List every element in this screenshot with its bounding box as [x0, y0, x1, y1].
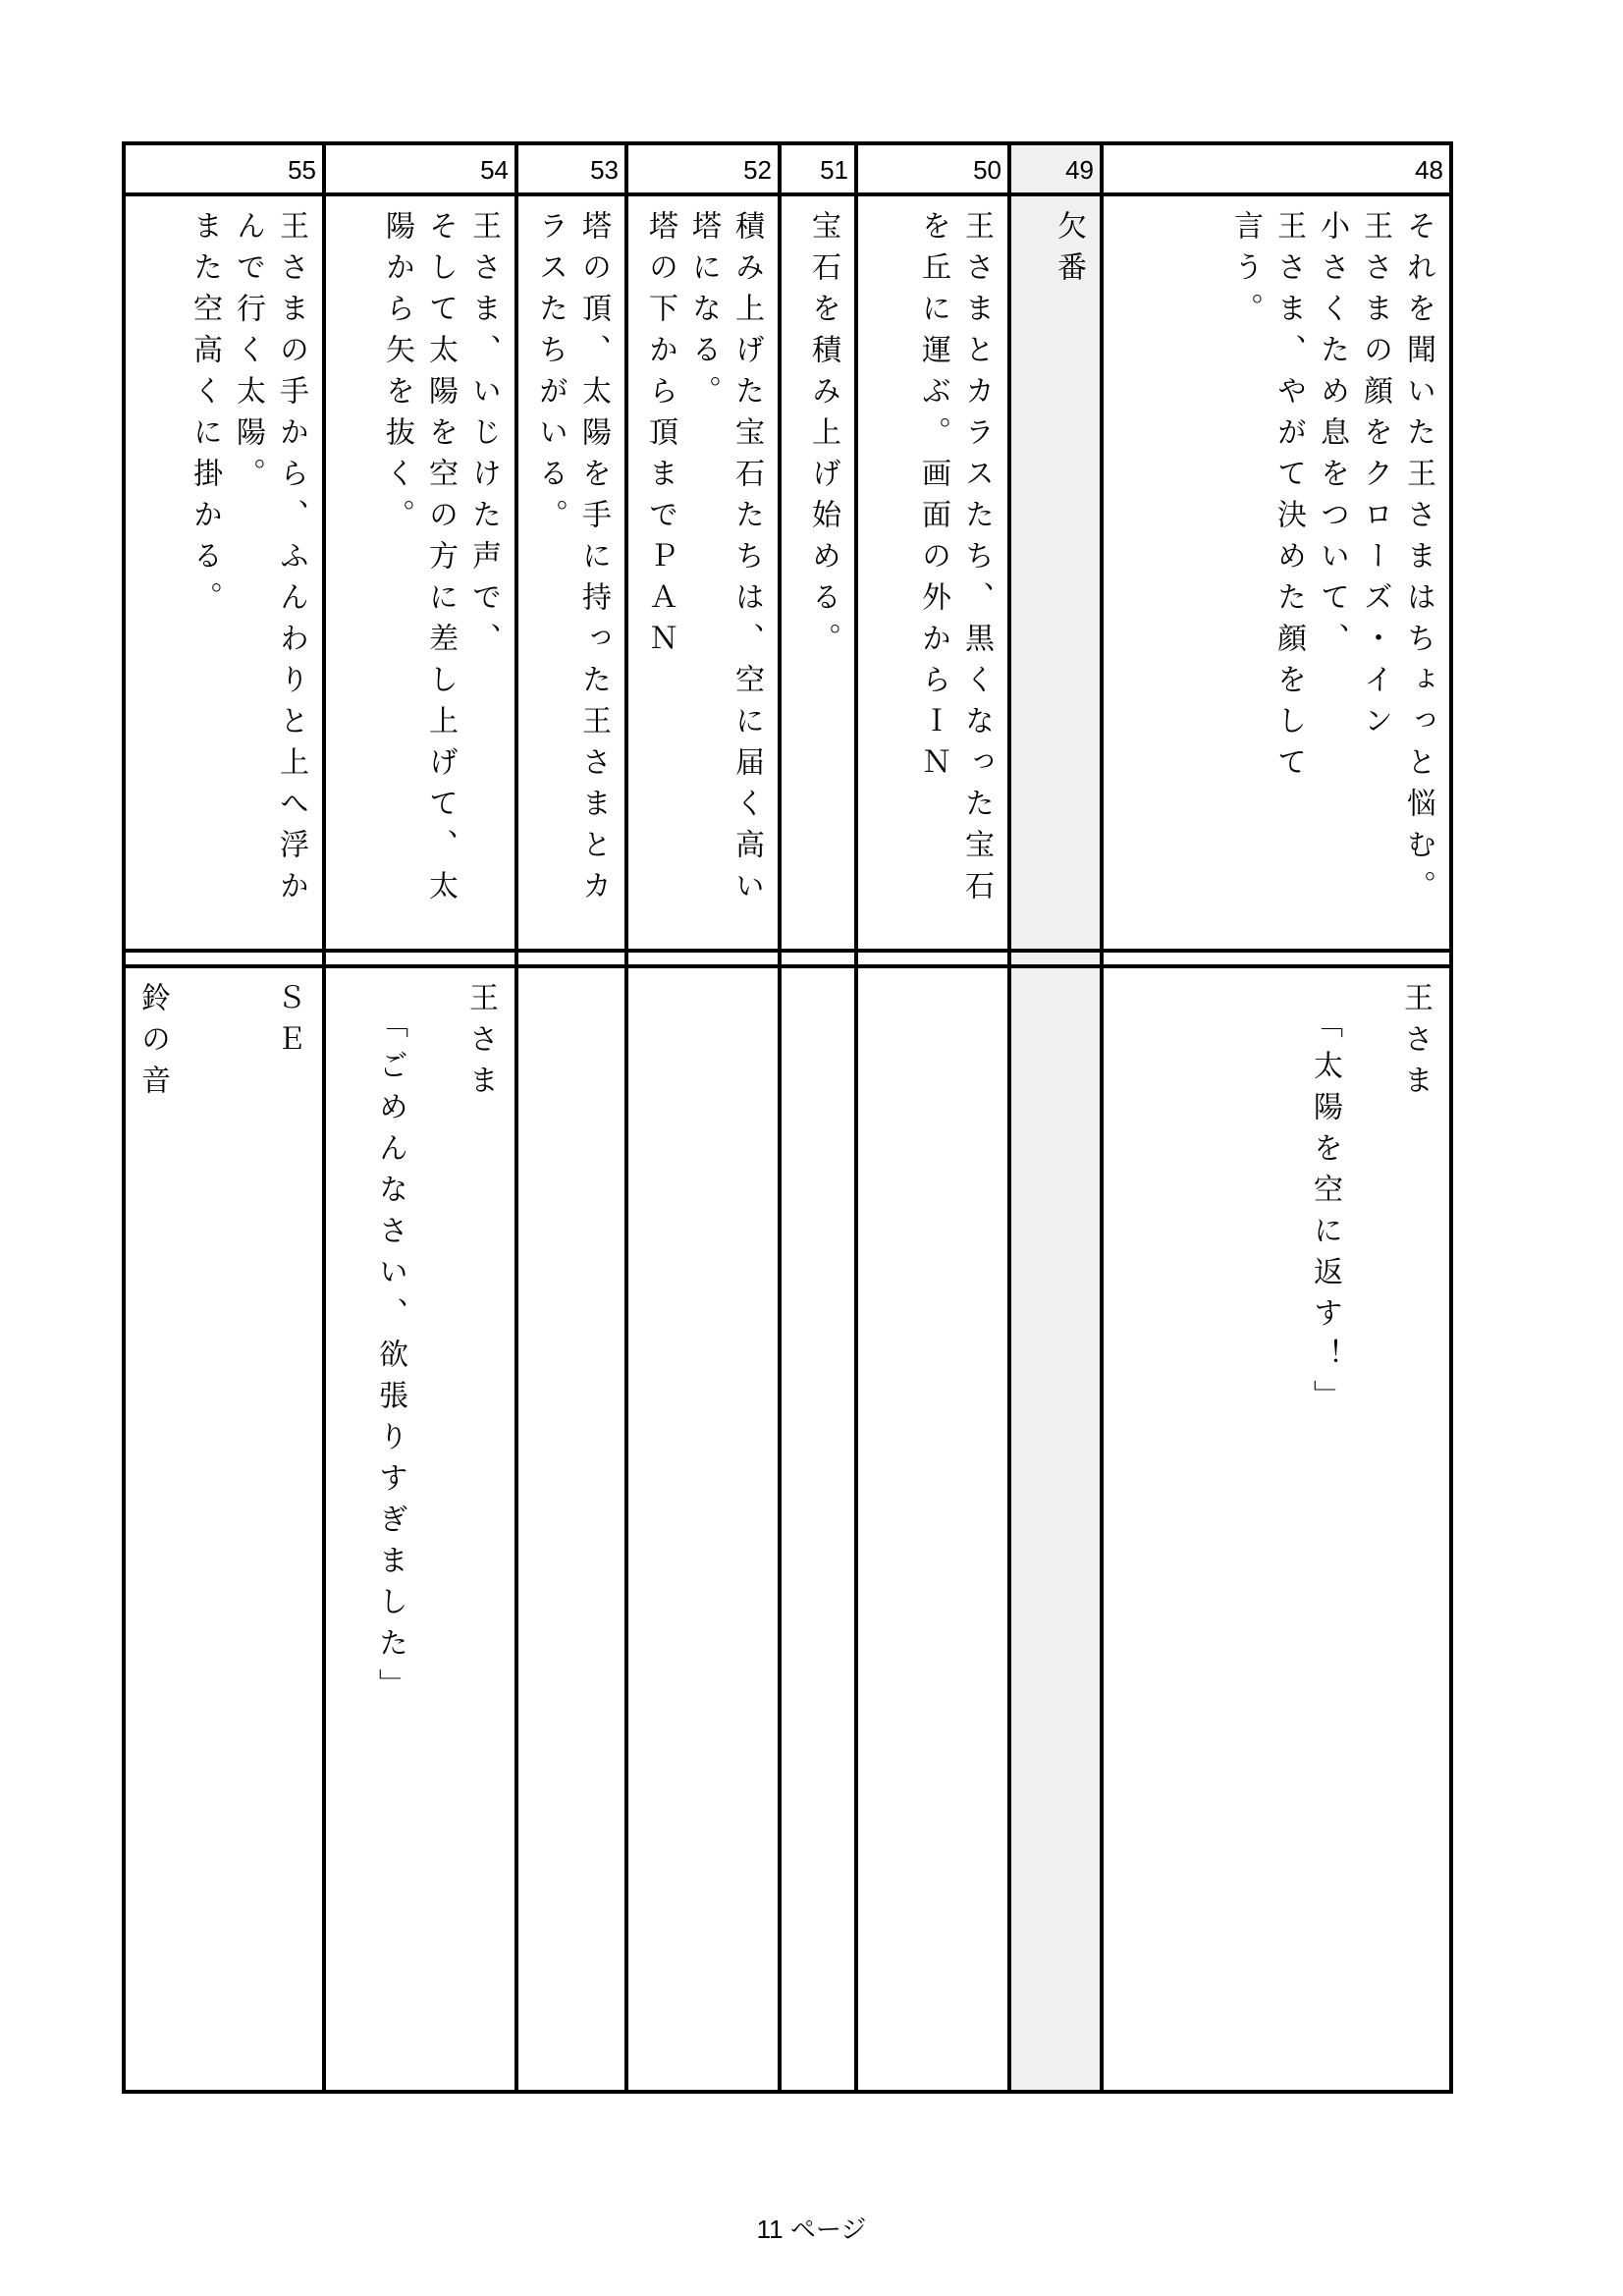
divider [1011, 949, 1100, 953]
description-cell [1104, 200, 1449, 949]
audio-cell [126, 968, 322, 2090]
description-text: 欠番 [1052, 210, 1086, 293]
audio-text: 王さま 「太陽を空に返す！」 [1308, 982, 1433, 1421]
divider [782, 949, 854, 953]
audio-cell [1011, 968, 1100, 2090]
description-text: 王さまの手から、ふんわりと上へ浮かんで行く太陽。 また空高くに掛かる。 [188, 210, 308, 911]
row-number: 50 [858, 145, 1007, 196]
row-number: 53 [518, 145, 624, 196]
audio-cell [518, 968, 624, 2090]
description-cell [1011, 200, 1100, 949]
audio-cell [858, 968, 1007, 2090]
row-53 [518, 145, 628, 2090]
row-number: 54 [326, 145, 514, 196]
divider [1104, 949, 1449, 953]
row-number: 52 [628, 145, 778, 196]
divider [126, 949, 322, 953]
divider [628, 949, 778, 953]
divider [326, 949, 514, 953]
audio-text: 王さま 「ごめんなさい、欲張りすぎました」 [373, 982, 498, 1710]
audio-cell [782, 968, 854, 2090]
description-text: 王さま、いじけた声で、 そして太陽を空の方に差し上げて、太陽から矢を抜く。 [380, 210, 501, 911]
description-cell [782, 200, 854, 949]
description-cell [126, 200, 322, 949]
description-cell [628, 200, 778, 949]
row-52 [628, 145, 782, 2090]
row-54 [326, 145, 518, 2090]
description-text: 塔の頂、太陽を手に持った王さまとカラスたちがいる。 [533, 210, 611, 911]
audio-text: ＳＥ 鈴の音 [135, 982, 305, 1106]
row-55 [126, 145, 326, 2090]
audio-cell [326, 968, 514, 2090]
row-number: 48 [1104, 145, 1449, 196]
audio-cell [628, 968, 778, 2090]
description-text: 積み上げた宝石たちは、空に届く高い塔になる。 塔の下から頂までＰＡＮ [643, 210, 764, 911]
row-49 [1011, 145, 1104, 2090]
row-50 [858, 145, 1011, 2090]
row-number: 49 [1011, 145, 1100, 196]
row-number: 51 [782, 145, 854, 196]
description-cell [518, 200, 624, 949]
description-text: 宝石を積み上げ始める。 [806, 210, 840, 664]
row-51 [782, 145, 858, 2090]
divider [858, 949, 1007, 953]
divider [518, 949, 624, 953]
description-cell [858, 200, 1007, 949]
description-text: それを聞いた王さまはちょっと悩む。 王さまの顔をクローズ・イン 小さくため息をついて、 王さま、やがて決めた顔をして 言う。 [1228, 210, 1435, 911]
audio-cell [1104, 968, 1449, 2090]
page-number: 11 ページ [756, 2214, 867, 2244]
row-48 [1104, 145, 1453, 2090]
description-cell [326, 200, 514, 949]
row-number: 55 [126, 145, 322, 196]
storyboard-sheet [122, 141, 1453, 2094]
description-text: 王さまとカラスたち、黒くなった宝石を丘に運ぶ。画面の外からＩＮ [916, 210, 994, 911]
